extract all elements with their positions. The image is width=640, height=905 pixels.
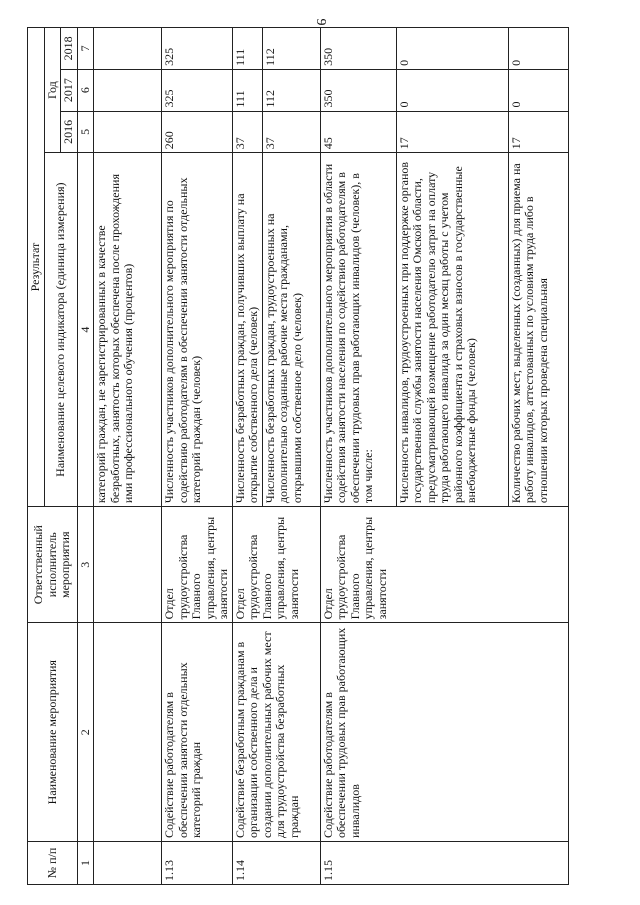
cell-event bbox=[94, 623, 162, 842]
cell-indicator: Численность участников дополнительного мероприятия в области содействия занятости населения по содействию работодателям в обеспечении трудовых прав работающих инвалидов (человек), в том числе: bbox=[320, 153, 396, 507]
cell-indicator: Численность безработных граждан, трудоустроенных на дополнительно созданные рабочие места гражданами, открывшими собственное дело (человек) bbox=[262, 153, 320, 507]
cell-indicator: Численность инвалидов, трудоустроенных при поддержке органов государственной службы занятости населения Омской области, предусматривающей возмещение работодателю затрат на оплату труда работающего инвалида за один месяц работы с учетом районного коэффициента и страховых взносов в государственные внебюджетные фонды (человек) bbox=[396, 153, 508, 507]
cell-2016: 260 bbox=[162, 111, 233, 153]
table-row bbox=[232, 28, 262, 885]
cell-no: 1.13 bbox=[162, 842, 233, 885]
header-result: Результат bbox=[28, 28, 45, 507]
cell-indicator: Численность безработных граждан, получивших выплату на открытие собственного дела (человек) bbox=[232, 153, 262, 507]
cell-2017: 112 bbox=[262, 69, 320, 111]
cell-no: 1.14 bbox=[232, 842, 320, 885]
cell-2018: 325 bbox=[162, 28, 233, 70]
colnum-6: 6 bbox=[77, 69, 94, 111]
colnum-5: 5 bbox=[77, 111, 94, 153]
cell-executor: Отдел трудоустройства Главного управления, центры занятости bbox=[232, 507, 320, 623]
cell-2017: 111 bbox=[232, 69, 262, 111]
colnum-3: 3 bbox=[77, 507, 94, 623]
cell-2016: 37 bbox=[232, 111, 262, 153]
cell-no bbox=[94, 842, 162, 885]
cell-indicator: категорий граждан, не зарегистрированных в качестве безработных, занятость которых обеспечена после прохождения ими профессионального обучения (процентов) bbox=[94, 153, 162, 507]
cell-indicator: Количество рабочих мест, выделенных (созданных) для приема на работу инвалидов, аттестованных по условиям труда либо в отношении которых проведена специальная bbox=[508, 153, 568, 507]
header-year: Год bbox=[44, 28, 61, 153]
cell-2018 bbox=[94, 28, 162, 70]
header-no: № п/п bbox=[28, 842, 78, 885]
cell-event: Содействие работодателям в обеспечении занятости отдельных категорий граждан bbox=[162, 623, 233, 842]
cell-executor: Отдел трудоустройства Главного управления, центры занятости bbox=[320, 507, 568, 623]
header-2017: 2017 bbox=[61, 69, 78, 111]
header-event: Наименование мероприятия bbox=[28, 623, 78, 842]
cell-2018: 350 bbox=[320, 28, 396, 70]
header-executor: Ответственный исполнитель мероприятия bbox=[28, 507, 78, 623]
header-2018: 2018 bbox=[61, 28, 78, 70]
cell-2017: 325 bbox=[162, 69, 233, 111]
cell-event: Содействие работодателям в обеспечении трудовых прав работающих инвалидов bbox=[320, 623, 568, 842]
cell-2018: 111 bbox=[232, 28, 262, 70]
cell-indicator: Численность участников дополнительного мероприятия по содействию работодателям в обеспечении занятости отдельных категорий граждан (человек) bbox=[162, 153, 233, 507]
table-row bbox=[320, 28, 396, 885]
cell-2016: 17 bbox=[396, 111, 508, 153]
header-2016: 2016 bbox=[61, 111, 78, 153]
table-row bbox=[94, 28, 162, 885]
results-table bbox=[27, 27, 569, 885]
cell-executor: Отдел трудоустройства Главного управления, центры занятости bbox=[162, 507, 233, 623]
cell-2016 bbox=[94, 111, 162, 153]
colnum-1: 1 bbox=[77, 842, 94, 885]
cell-2018: 112 bbox=[262, 28, 320, 70]
cell-executor bbox=[94, 507, 162, 623]
cell-2016: 17 bbox=[508, 111, 568, 153]
cell-2017 bbox=[94, 69, 162, 111]
page-number: 9 bbox=[313, 18, 328, 26]
table-row bbox=[162, 28, 233, 885]
rotated-table-container bbox=[27, 27, 613, 885]
header-indicator: Наименование целевого индикатора (единица измерения) bbox=[44, 153, 77, 507]
cell-2018: 0 bbox=[508, 28, 568, 70]
cell-2017: 350 bbox=[320, 69, 396, 111]
colnum-7: 7 bbox=[77, 28, 94, 70]
cell-2016: 45 bbox=[320, 111, 396, 153]
cell-2017: 0 bbox=[508, 69, 568, 111]
cell-event: Содействие безработным гражданам в организации собственного дела и создании дополнительных рабочих мест для трудоустройства безработных граждан bbox=[232, 623, 320, 842]
cell-no: 1.15 bbox=[320, 842, 568, 885]
colnum-2: 2 bbox=[77, 623, 94, 842]
cell-2018: 0 bbox=[396, 28, 508, 70]
cell-2016: 37 bbox=[262, 111, 320, 153]
cell-2017: 0 bbox=[396, 69, 508, 111]
colnum-4: 4 bbox=[77, 153, 94, 507]
